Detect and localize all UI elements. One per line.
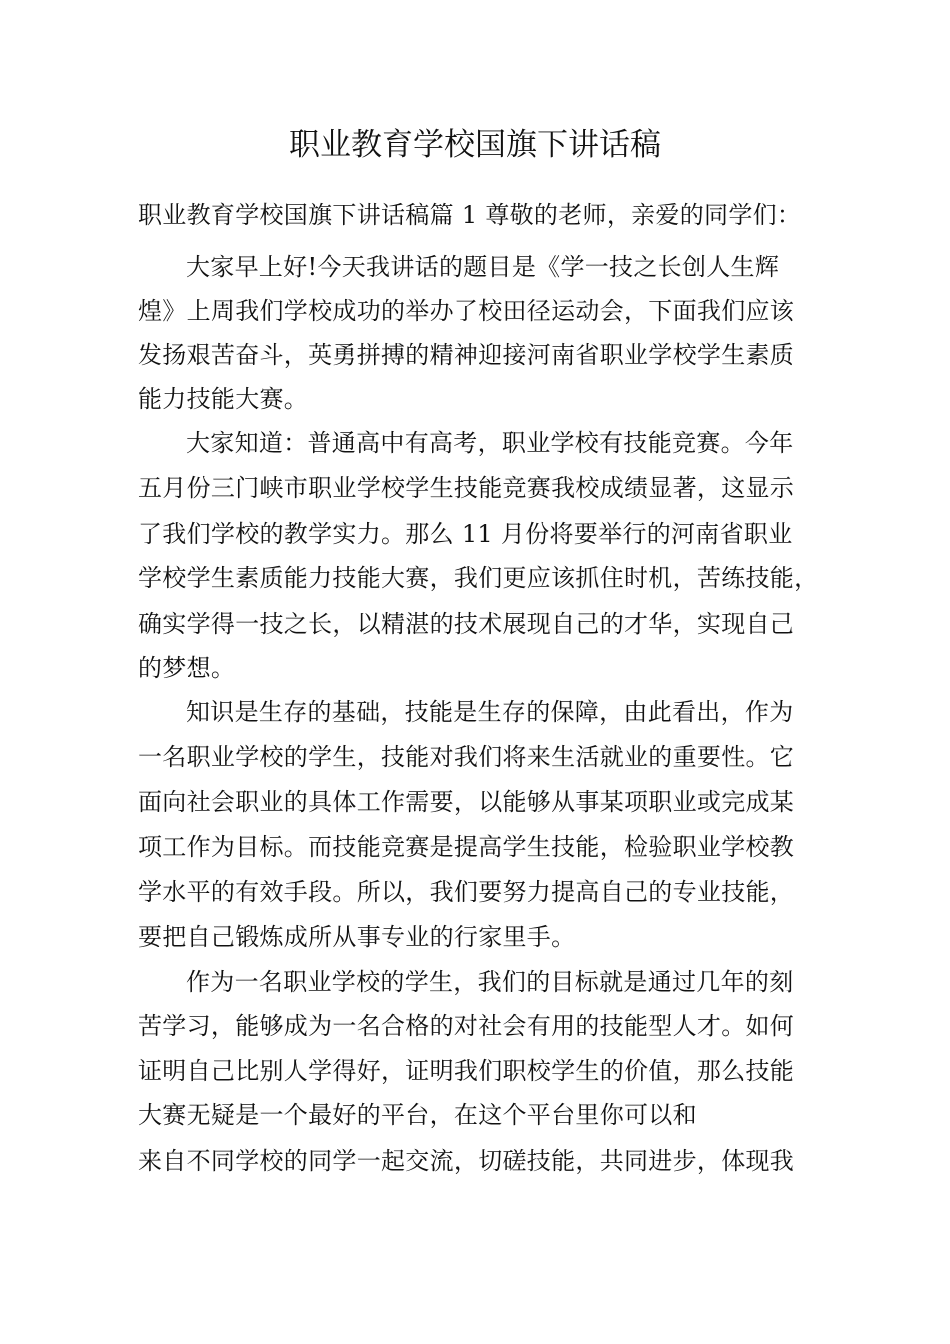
text-line: 面向社会职业的具体工作需要，以能够从事某项职业或完成某 bbox=[138, 788, 795, 816]
text-line: 大家早上好!今天我讲话的题目是《学一技之长创人生辉 bbox=[186, 253, 780, 281]
document-title: 职业教育学校国旗下讲话稿 bbox=[289, 126, 661, 163]
text-line: 知识是生存的基础，技能是生存的保障，由此看出，作为 bbox=[186, 698, 794, 726]
text-line: 一名职业学校的学生，技能对我们将来生活就业的重要性。它 bbox=[138, 743, 795, 771]
text-line: 职业教育学校国旗下讲话稿篇 1 尊敬的老师，亲爱的同学们： bbox=[138, 201, 802, 229]
text-line: 学校学生素质能力技能大赛，我们更应该抓住时机，苦练技能， bbox=[138, 564, 819, 592]
text-line: 煌》上周我们学校成功的举办了校田径运动会，下面我们应该 bbox=[138, 297, 795, 325]
text-line: 学水平的有效手段。所以，我们要努力提高自己的专业技能， bbox=[138, 878, 795, 906]
text-line: 五月份三门峡市职业学校学生技能竞赛我校成绩显著，这显示 bbox=[138, 474, 795, 502]
text-line: 证明自己比别人学得好，证明我们职校学生的价值，那么技能 bbox=[138, 1057, 795, 1085]
text-line: 大家知道：普通高中有高考，职业学校有技能竞赛。今年 bbox=[186, 429, 794, 457]
text-line: 苦学习，能够成为一名合格的对社会有用的技能型人才。如何 bbox=[138, 1012, 795, 1040]
text-line: 确实学得一技之长，以精湛的技术展现自己的才华，实现自己 bbox=[138, 610, 795, 638]
text-line: 项工作为目标。而技能竞赛是提高学生技能，检验职业学校教 bbox=[138, 833, 795, 861]
text-line: 发扬艰苦奋斗，英勇拼搏的精神迎接河南省职业学校学生素质 bbox=[138, 341, 795, 369]
text-line: 能力技能大赛。 bbox=[138, 385, 309, 413]
text-line: 大赛无疑是一个最好的平台，在这个平台里你可以和 bbox=[138, 1101, 697, 1129]
text-line: 作为一名职业学校的学生，我们的目标就是通过几年的刻 bbox=[186, 968, 794, 996]
text-line: 要把自己锻炼成所从事专业的行家里手。 bbox=[138, 923, 576, 951]
text-line: 来自不同学校的同学一起交流，切磋技能，共同进步，体现我 bbox=[138, 1147, 795, 1175]
text-line: 了我们学校的教学实力。那么 11 月份将要举行的河南省职业 bbox=[138, 520, 793, 548]
text-line: 的梦想。 bbox=[138, 654, 236, 682]
